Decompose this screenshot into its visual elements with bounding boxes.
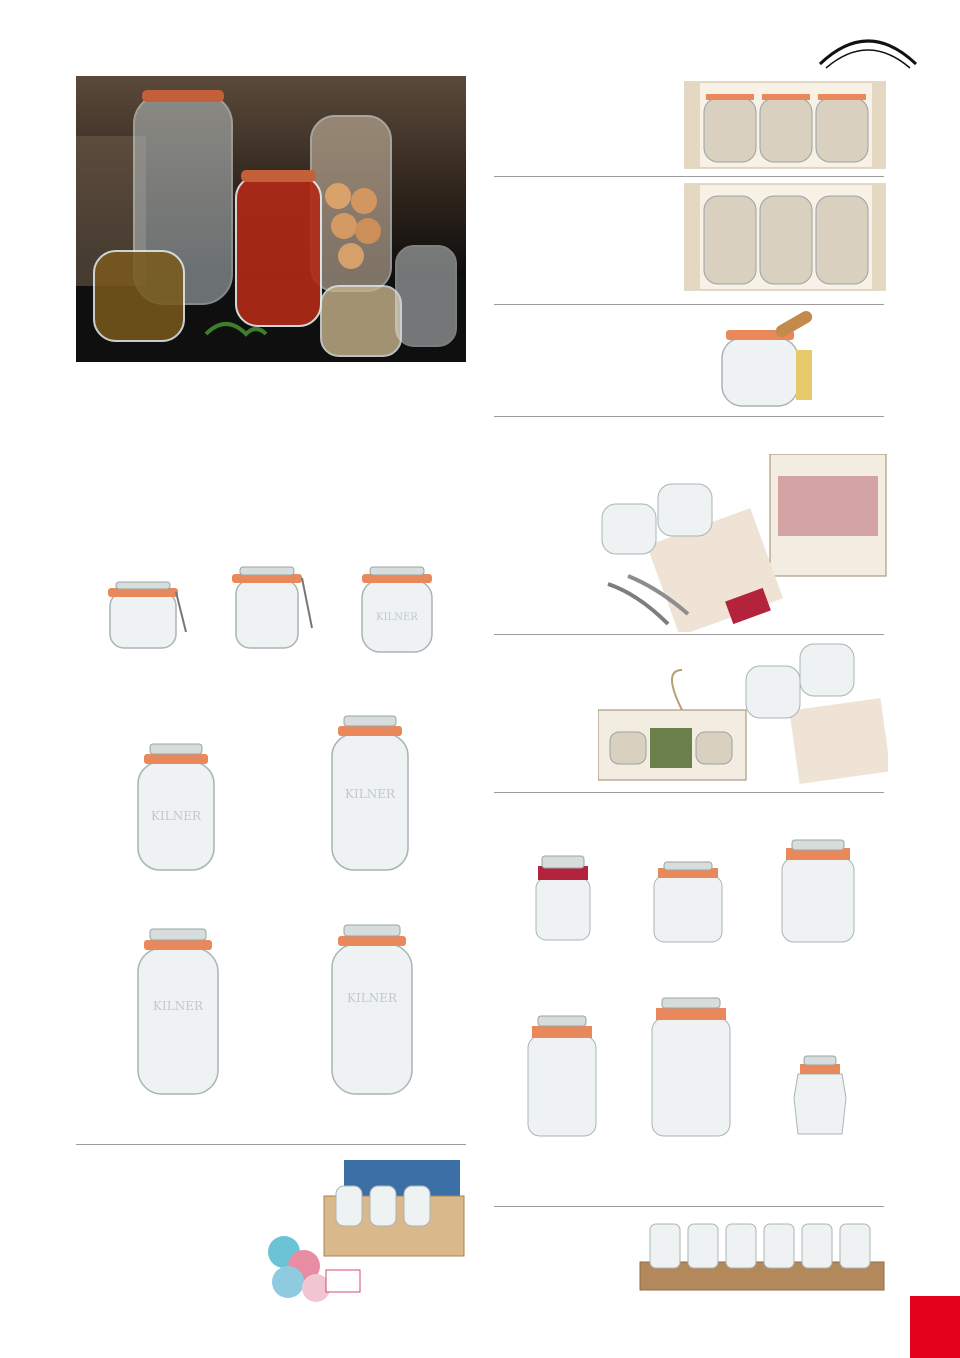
page-letter-badge (910, 1296, 960, 1358)
jar-0025-492 (324, 712, 416, 874)
set-0025-479-image (636, 1214, 888, 1294)
divider-478 (76, 1144, 466, 1145)
jar-0025-490 (352, 564, 448, 656)
jar-0025-491 (130, 740, 222, 874)
divider-485 (494, 176, 884, 177)
hero-photo (76, 76, 466, 362)
jar-0025-493 (130, 924, 226, 1098)
set-0025-485-image (684, 182, 886, 292)
jar-0025-460 (528, 850, 598, 944)
svg-text:KILNER: KILNER (347, 991, 397, 1005)
svg-text:KILNER: KILNER (345, 787, 395, 801)
right-color-strip (910, 76, 960, 1286)
top-color-strip (0, 0, 900, 52)
jar-0025-495 (222, 564, 318, 652)
jar-0025-512 (520, 1012, 604, 1140)
jar-0025-513 (646, 994, 736, 1140)
jar-0025-496 (98, 578, 194, 652)
jar-0025-494 (324, 920, 420, 1098)
set-0025-499-image (716, 310, 816, 410)
set-0025-775-image (598, 640, 888, 786)
set-0025-484-image (684, 80, 886, 170)
divider-479 (494, 1206, 884, 1207)
kilner-logo (812, 24, 924, 80)
svg-text:KILNER: KILNER (376, 612, 418, 623)
divider-774 (494, 416, 884, 417)
jar-0025-510 (648, 860, 728, 946)
divider-775 (494, 634, 884, 635)
svg-text:KILNER: KILNER (153, 999, 203, 1013)
jar-0025-468 (788, 1052, 852, 1138)
set-0025-774-image (598, 454, 888, 632)
divider-square (494, 792, 884, 793)
jar-0025-511 (776, 836, 860, 946)
svg-text:KILNER: KILNER (151, 809, 201, 823)
divider-499 (494, 304, 884, 305)
set-0025-478-image (264, 1156, 468, 1310)
